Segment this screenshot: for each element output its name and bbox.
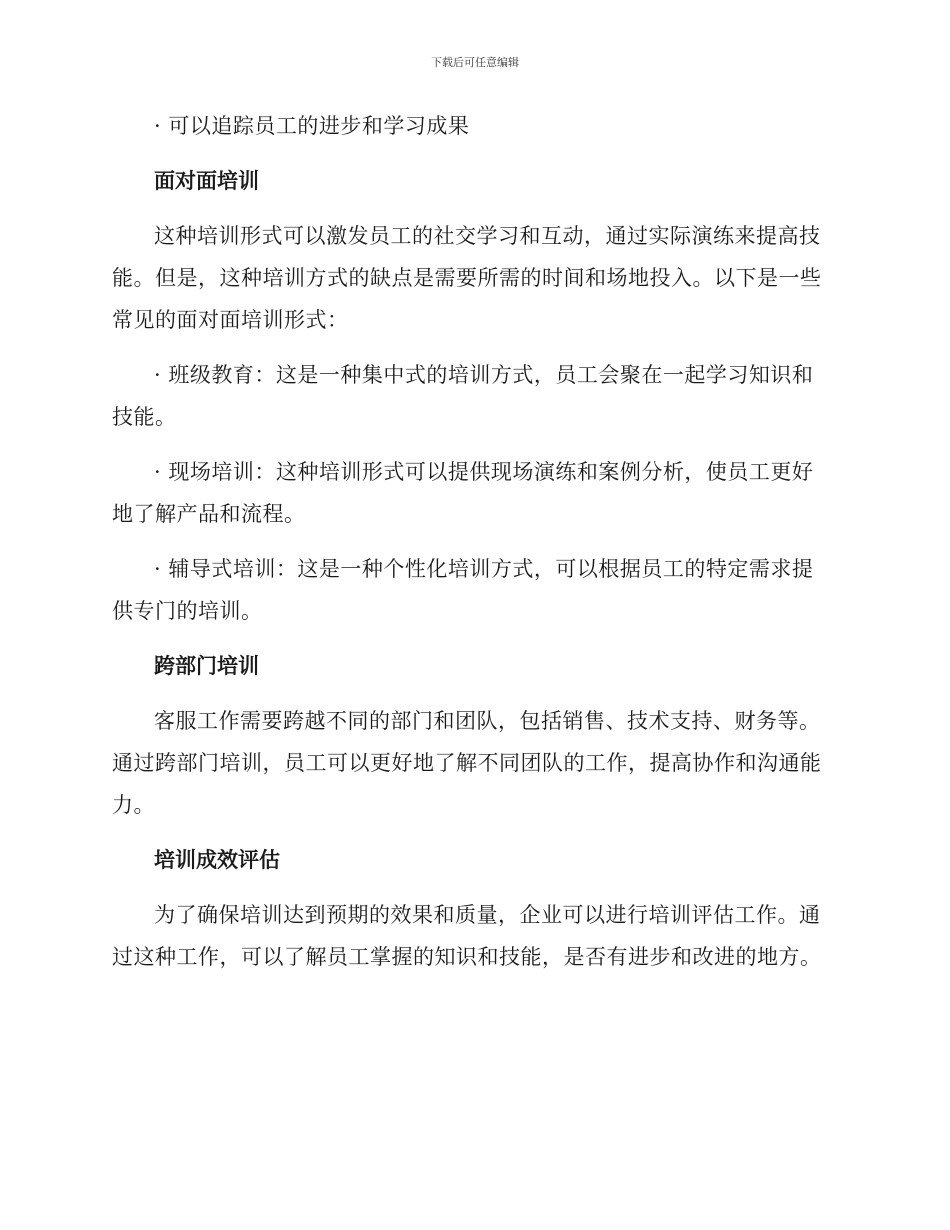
- section-heading-cross-department: 跨部门培训: [154, 654, 259, 678]
- section-heading-face-to-face: 面对面培训: [154, 169, 259, 193]
- document-body: [112, 105, 832, 991]
- paragraph-evaluation: 为了确保培训达到预期的效果和质量，企业可以进行培训评估工作。通过这种工作，可以了解员工掌握的知识和技能，是否有进步和改进的地方。: [112, 903, 822, 969]
- section-heading-evaluation: 培训成效评估: [154, 848, 280, 872]
- paragraph-cross-department: 客服工作需要跨越不同的部门和团队，包括销售、技术支持、财务等。通过跨部门培训，员工可以更好地了解不同团队的工作，提高协作和沟通能力。: [112, 709, 822, 817]
- bullet-onsite-training: · 现场培训：这种培训形式可以提供现场演练和案例分析，使员工更好地了解产品和流程。: [112, 460, 814, 526]
- paragraph-face-to-face: 这种培训形式可以激发员工的社交学习和互动，通过实际演练来提高技能。但是，这种培训方式的缺点是需要所需的时间和场地投入。以下是一些常见的面对面培训形式：: [112, 224, 822, 332]
- bullet-coaching-training: · 辅导式培训：这是一种个性化培训方式，可以根据员工的特定需求提供专门的培训。: [112, 557, 814, 623]
- bullet-class-education: · 班级教育：这是一种集中式的培训方式，员工会聚在一起学习知识和技能。: [112, 363, 814, 429]
- bullet-track-progress: · 可以追踪员工的进步和学习成果: [154, 114, 470, 138]
- header-note: 下载后可任意编辑: [431, 56, 519, 69]
